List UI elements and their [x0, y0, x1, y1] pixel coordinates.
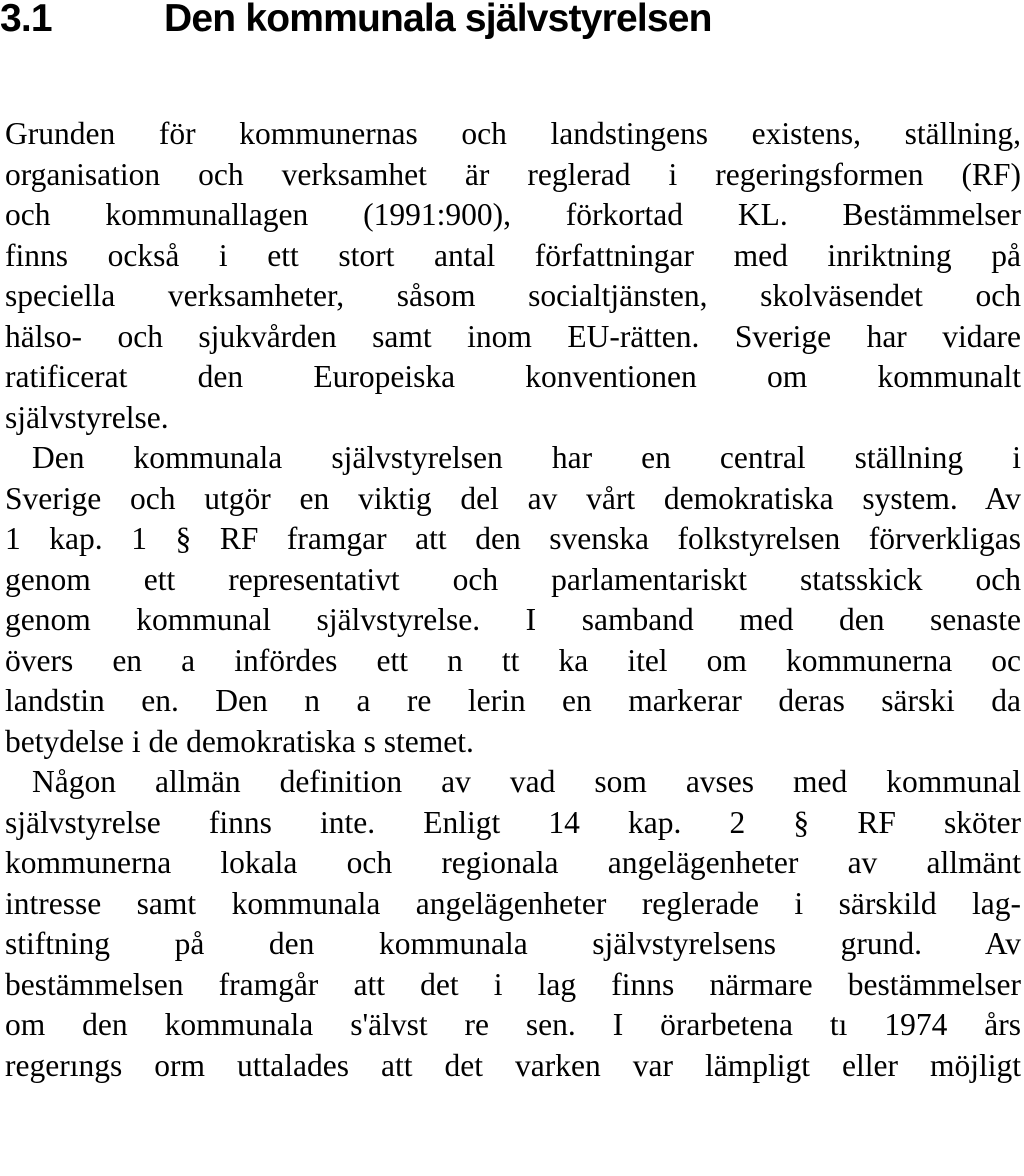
text-line: övers en a infördes ett n tt ka itel om kommunerna oc — [5, 642, 1021, 678]
text-line: kommunerna lokala och regionala angelägenheter av allmänt — [5, 845, 1021, 880]
text-line: finns också i ett stort antal författningar med inriktning på — [5, 237, 1021, 273]
text-line: självstyrelse finns inte. Enligt 14 kap. 2 § RF sköter — [5, 804, 1021, 840]
text-line: genom ett representativt och parlamentariskt statsskick och — [5, 561, 1021, 597]
text-line: stiftning på den kommunala självstyrelsens grund. Av — [5, 926, 1021, 961]
text-line: och kommunallagen (1991:900), förkortad KL. Bestämmelser — [5, 197, 1021, 232]
text-line: intresse samt kommunala angelägenheter reglerade i särskild lag- — [5, 885, 1021, 921]
text-line: Den kommunala självstyrelsen har en central ställning i — [32, 440, 1021, 475]
text-line: betydelse i de demokratiska s stemet. — [5, 723, 474, 759]
section-heading — [0, 0, 712, 46]
text-line: organisation och verksamhet är reglerad i regeringsformen (RF) — [5, 156, 1021, 192]
body-text — [5, 114, 1021, 1086]
paragraph-3 — [5, 762, 1021, 1086]
text-line: 1 kap. 1 § RF framgar att den svenska folkstyrelsen förverkligas — [5, 521, 1021, 556]
section-title: Den kommunala självstyrelsen — [164, 0, 712, 40]
text-line: hälso- och sjukvården samt inom EU-rätten. Sverige har vidare — [5, 318, 1021, 354]
text-line: bestämmelsen framgår att det i lag finns närmare bestämmelser — [5, 966, 1021, 1002]
text-line: Någon allmän definition av vad som avses med kommunal — [32, 764, 1021, 799]
text-line: landstin en. Den n a re lerin en markerar deras särski da — [5, 683, 1021, 718]
text-line: om den kommunala s'älvst re sen. I örarbetena tı 1974 års — [5, 1007, 1021, 1042]
section-number: 3.1 — [0, 0, 52, 40]
text-line: självstyrelse. — [5, 399, 169, 435]
text-line: genom kommunal självstyrelse. I samband med den senaste — [5, 602, 1021, 637]
text-line: ratificerat den Europeiska konventionen om kommunalt — [5, 359, 1021, 394]
text-line: Sverige och utgör en viktig del av vårt demokratiska system. Av — [5, 480, 1021, 516]
text-line: regerıngs orm uttalades att det varken var lämpligt eller möjligt — [5, 1047, 1021, 1083]
text-line: Grunden för kommunernas och landstingens existens, ställning, — [5, 116, 1021, 151]
text-line: speciella verksamheter, såsom socialtjänsten, skolväsendet och — [5, 278, 1021, 313]
paragraph-2 — [5, 438, 1021, 762]
paragraph-1 — [5, 114, 1021, 438]
